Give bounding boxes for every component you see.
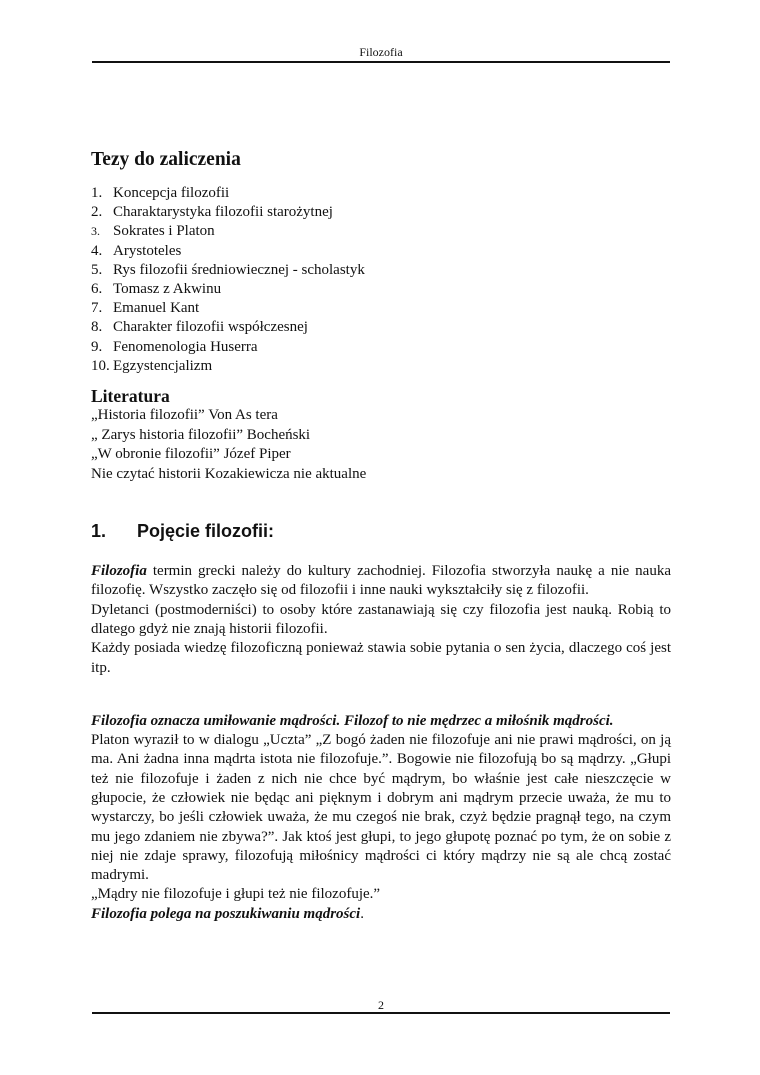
- list-item: [91, 242, 671, 261]
- list-item: [91, 184, 671, 203]
- paragraph-text: .: [360, 905, 364, 922]
- list-text: Egzystencjalizm: [113, 357, 213, 374]
- list-text: Emanuel Kant: [113, 300, 200, 317]
- list-text: Charakter filozofii współczesnej: [113, 319, 308, 336]
- paragraph: Każdy posiada wiedzę filozoficzną ponieważ stawia sobie pytania o sen życia, dlaczego coś jest itp.: [91, 640, 671, 676]
- literature-line: „ Zarys historia filozofii” Bocheński: [91, 426, 311, 443]
- list-number: 8.: [91, 319, 103, 336]
- page-content: [91, 148, 671, 924]
- section-heading: [91, 520, 671, 542]
- list-text: Tomasz z Akwinu: [113, 281, 222, 298]
- paragraph-text: termin grecki należy do kultury zachodniej. Filozofia stworzyła naukę a nie nauka filozofię. Wszystko zaczęło się od filozofii i inne nauki wykształciły się z filozofii.: [91, 563, 671, 599]
- literature-line: „Historia filozofii” Von As tera: [91, 407, 278, 424]
- list-number: 7.: [91, 300, 103, 317]
- list-number: 6.: [91, 281, 103, 298]
- list-text: Arystoteles: [113, 242, 182, 259]
- list-item: [91, 338, 671, 357]
- list-number: 1.: [91, 185, 103, 201]
- list-item: [91, 299, 671, 318]
- list-number: 9.: [91, 338, 103, 355]
- list-text: Charaktarystyka filozofii starożytnej: [113, 204, 333, 221]
- literature-line: „W obronie filozofii” Józef Piper: [91, 446, 291, 463]
- paragraph: [91, 562, 671, 601]
- list-text: Koncepcja filozofii: [113, 185, 230, 201]
- page-number: 2: [378, 998, 384, 1012]
- list-number: 10.: [91, 357, 110, 374]
- theses-heading: Tezy do zaliczenia: [91, 149, 241, 170]
- literature-heading: Literatura: [91, 386, 170, 407]
- literature-line: Nie czytać historii Kozakiewicza nie aktualne: [91, 465, 367, 482]
- running-header: Filozofia: [359, 45, 403, 59]
- section-number: 1.: [91, 521, 107, 542]
- bold-italic-term: Filozofia polega na poszukiwaniu mądrości: [91, 905, 361, 922]
- header-rule: [92, 61, 670, 63]
- list-item: [91, 280, 671, 299]
- paragraph: Platon wyraził to w dialogu „Uczta” „Z bogó żaden nie filozofuje ani nie prawi mądrości, on ją ma. Ani żadna inna mądrta istota nie filozofuje.”. Bogowie nie filozofują bo są mądrzy. „Głupi też nie filozofuje i żaden z nich nie chce być mądrym, bo właśnie jest całe nieszczęcie w głupocie, że człowiek nie będąc ani pięknym i dobrym ani mądrym przecie uważa, że mu to wystarczy, bo jeśli człowiek uważa, że mu czegoś nie brak, czyż będzie pragnął tego, na czym mu jego zdaniem nie zbywa?”. Jak ktoś jest głupi, to jego głupotę poznać po tym, że on sobie z niej nie zdaje sprawy, filozofują miłośnicy mądrości ci który mądrzy nie są ale chcą zostać madrymi.: [91, 732, 671, 884]
- section-title: Pojęcie filozofii:: [137, 521, 275, 542]
- list-item: [91, 261, 671, 280]
- list-number: 2.: [91, 204, 103, 221]
- list-text: Sokrates i Platon: [113, 223, 215, 240]
- bold-italic-term: Filozofia: [91, 563, 147, 580]
- literature-list: [91, 406, 671, 484]
- list-number: 3.: [91, 224, 100, 239]
- paragraph: [91, 905, 671, 924]
- list-text: Fenomenologia Huserra: [113, 338, 258, 355]
- list-number: 5.: [91, 261, 103, 278]
- list-item: [91, 203, 671, 222]
- list-item: [91, 357, 671, 376]
- theses-list: [91, 184, 671, 376]
- list-item: [91, 222, 671, 241]
- footer-rule: [92, 1012, 670, 1014]
- list-item: [91, 318, 671, 337]
- list-number: 4.: [91, 242, 103, 259]
- paragraph: „Mądry nie filozofuje i głupi też nie filozofuje.”: [91, 886, 381, 903]
- paragraph: Dyletanci (postmoderniści) to osoby które zastanawiają się czy filozofia jest nauką. Robią to dlatego gdyż nie znają historii filozofii.: [91, 601, 671, 637]
- bold-italic-paragraph: Filozofia oznacza umiłowanie mądrości. Filozof to nie mędrzec a miłośnik mądrości.: [91, 712, 614, 729]
- list-text: Rys filozofii średniowiecznej - scholastyk: [113, 261, 365, 278]
